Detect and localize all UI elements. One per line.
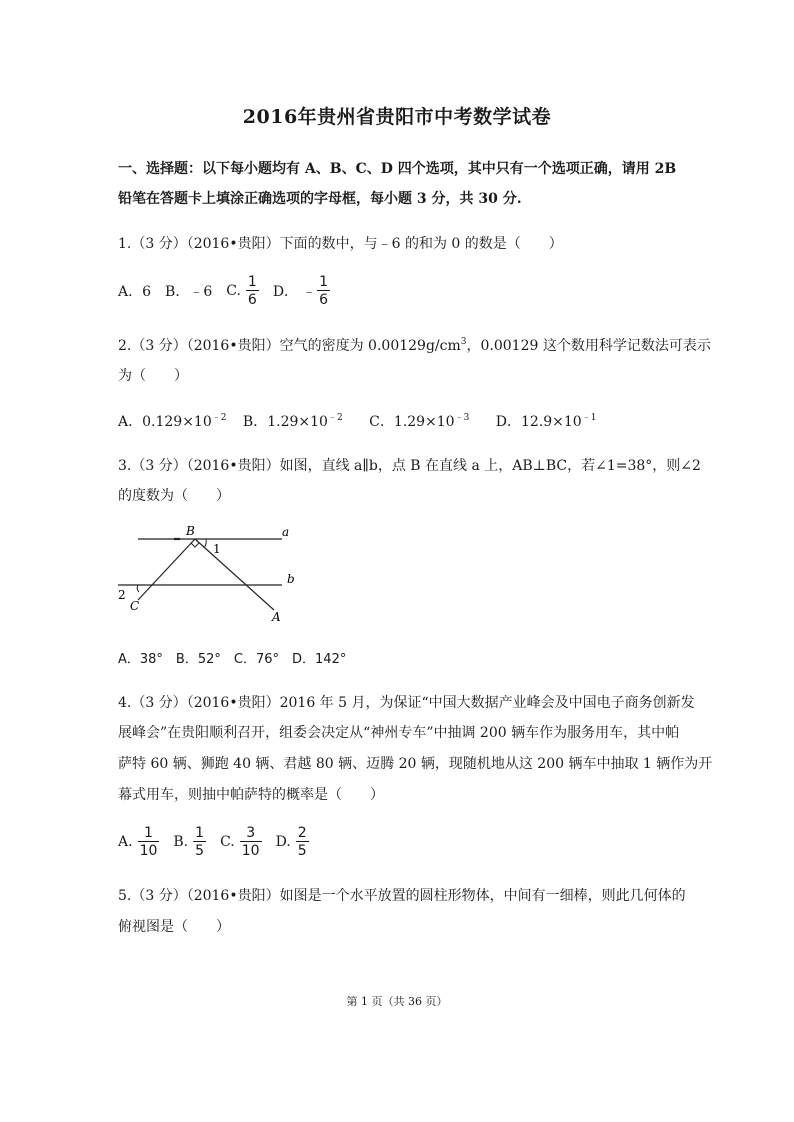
- question-5-stem-line-2: 俯视图是（ ）: [118, 919, 230, 935]
- q4-option-d-fraction: [296, 825, 309, 859]
- q1-option-d-fraction: [317, 274, 330, 308]
- right-angle-mark: [191, 543, 199, 547]
- question-2-stem-line-2: 为（ ）: [118, 368, 188, 384]
- q2-option-b-exponent: ﹣2: [327, 413, 343, 423]
- q2-option-d-base: D．12.9×10: [495, 414, 582, 430]
- question-3-stem: 3.（3 分）（2016•贵阳）如图，直线 a∥b，点 B 在直线 a 上，AB⊥BC，若∠1=38°，则∠2: [118, 458, 701, 474]
- q2-option-b-base: B．1.29×10: [242, 414, 328, 430]
- question-4-options: [118, 822, 323, 862]
- label-c-point: C: [130, 599, 140, 613]
- question-1-stem: 1.（3 分）（2016•贵阳）下面的数中，与﹣6 的和为 0 的数是（ ）: [118, 236, 563, 252]
- q1-option-a: A．6: [118, 284, 152, 300]
- q4-option-b: [173, 825, 206, 859]
- q2-option-a: [118, 414, 226, 430]
- question-3-stem-line-2: 的度数为（ ）: [118, 488, 230, 504]
- label-line-b: b: [287, 572, 295, 586]
- q2-option-d: [496, 414, 597, 430]
- q2-option-a-exponent: ﹣2: [211, 413, 227, 423]
- question-1-options: [118, 271, 344, 311]
- question-2-stem: [118, 335, 711, 355]
- fraction-numerator: 1: [144, 825, 153, 841]
- q1-option-c: [226, 274, 259, 308]
- question-5-stem-line-1: 5.（3 分）（2016•贵阳）如图是一个水平放置的圆柱形物体，中间有一细棒，则此几何体的: [118, 888, 686, 904]
- q2-option-a-base: A．0.129×10: [118, 414, 212, 430]
- angle-2-arc: [137, 585, 139, 592]
- q4-option-d: [276, 825, 309, 859]
- fraction-denominator: 6: [247, 292, 257, 308]
- q4-option-b-label: B.: [173, 834, 189, 850]
- label-angle-1: 1: [213, 542, 221, 556]
- q1-option-d-sign: ﹣: [302, 284, 317, 300]
- label-line-a: a: [282, 525, 290, 539]
- fraction-numerator: 1: [247, 274, 257, 290]
- section-heading-line-2: 铅笔在答题卡上填涂正确选项的字母框，每小题 3 分，共 30 分.: [118, 191, 522, 207]
- angle-1-arc: [204, 539, 206, 548]
- q4-option-d-label: D.: [275, 834, 291, 850]
- q1-option-c-fraction: [246, 274, 259, 308]
- q4-option-c: [220, 825, 262, 859]
- fraction-denominator: 5: [195, 843, 205, 859]
- q4-option-c-label: C.: [220, 834, 235, 850]
- q2-option-b: [243, 414, 343, 430]
- question-3-options: A．38° B．52° C．76° D．142°: [118, 652, 347, 667]
- fraction-denominator: 6: [319, 292, 328, 308]
- q1-option-c-label: C.: [226, 283, 241, 299]
- q2-stem-superscript: 3: [460, 337, 467, 347]
- q2-option-c: [369, 414, 469, 430]
- question-4-stem-line-2: 展峰会”在贵阳顺利召开，组委会决定从“神州专车”中抽调 200 辆车作为服务用车，其中帕: [118, 725, 680, 741]
- q2-option-c-base: C．1.29×10: [369, 414, 455, 430]
- question-2-options: [118, 410, 596, 431]
- q4-option-c-fraction: [240, 825, 262, 859]
- page-footer: 第 1 页（共 36 页）: [346, 995, 448, 1008]
- label-a-point: A: [272, 610, 281, 624]
- q2-stem-text-end: ，0.00129 这个数用科学记数法可表示: [466, 338, 711, 354]
- question-4-stem-line-4: 幕式用车，则抽中帕萨特的概率是（ ）: [118, 787, 384, 803]
- question-4-stem-line-1: 4.（3 分）（2016•贵阳）2016 年 5 月，为保证“中国大数据产业峰会及中国电子商务创新发: [118, 695, 695, 711]
- q4-option-b-fraction: [193, 825, 206, 859]
- q2-option-d-exponent: ﹣1: [581, 413, 597, 423]
- q4-option-a-label: A.: [118, 834, 133, 850]
- fraction-denominator: 5: [297, 843, 307, 859]
- q2-option-c-exponent: ﹣3: [454, 413, 470, 423]
- q4-option-a-fraction: [138, 825, 160, 859]
- parallel-lines-figure: [110, 522, 310, 632]
- fraction-denominator: 10: [241, 843, 260, 859]
- label-b-point: B: [186, 524, 195, 538]
- fraction-denominator: 10: [139, 843, 158, 859]
- q4-option-a: [118, 825, 159, 859]
- fraction-numerator: 3: [246, 825, 256, 841]
- q2-stem-text: 2.（3 分）（2016•贵阳）空气的密度为 0.00129g/cm: [118, 338, 461, 354]
- page-title: 2016年贵州省贵阳市中考数学试卷: [242, 106, 552, 128]
- segment-ba: [195, 539, 274, 610]
- fraction-numerator: 1: [195, 825, 205, 841]
- q1-option-b: B．﹣6: [165, 284, 213, 300]
- q1-option-d: [273, 274, 330, 308]
- question-4-stem-line-3: 萨特 60 辆、狮跑 40 辆、君越 80 辆、迈腾 20 辆，现随机地从这 200 辆车中抽取 1 辆作为开: [118, 756, 713, 772]
- q1-option-d-label: D．: [272, 284, 299, 300]
- fraction-numerator: 1: [319, 274, 328, 290]
- label-angle-2: 2: [118, 588, 126, 602]
- section-heading-line-1: 一、选择题：以下每小题均有 A、B、C、D 四个选项，其中只有一个选项正确，请用 2B: [118, 161, 677, 177]
- fraction-numerator: 2: [297, 825, 307, 841]
- segment-bc: [138, 539, 195, 600]
